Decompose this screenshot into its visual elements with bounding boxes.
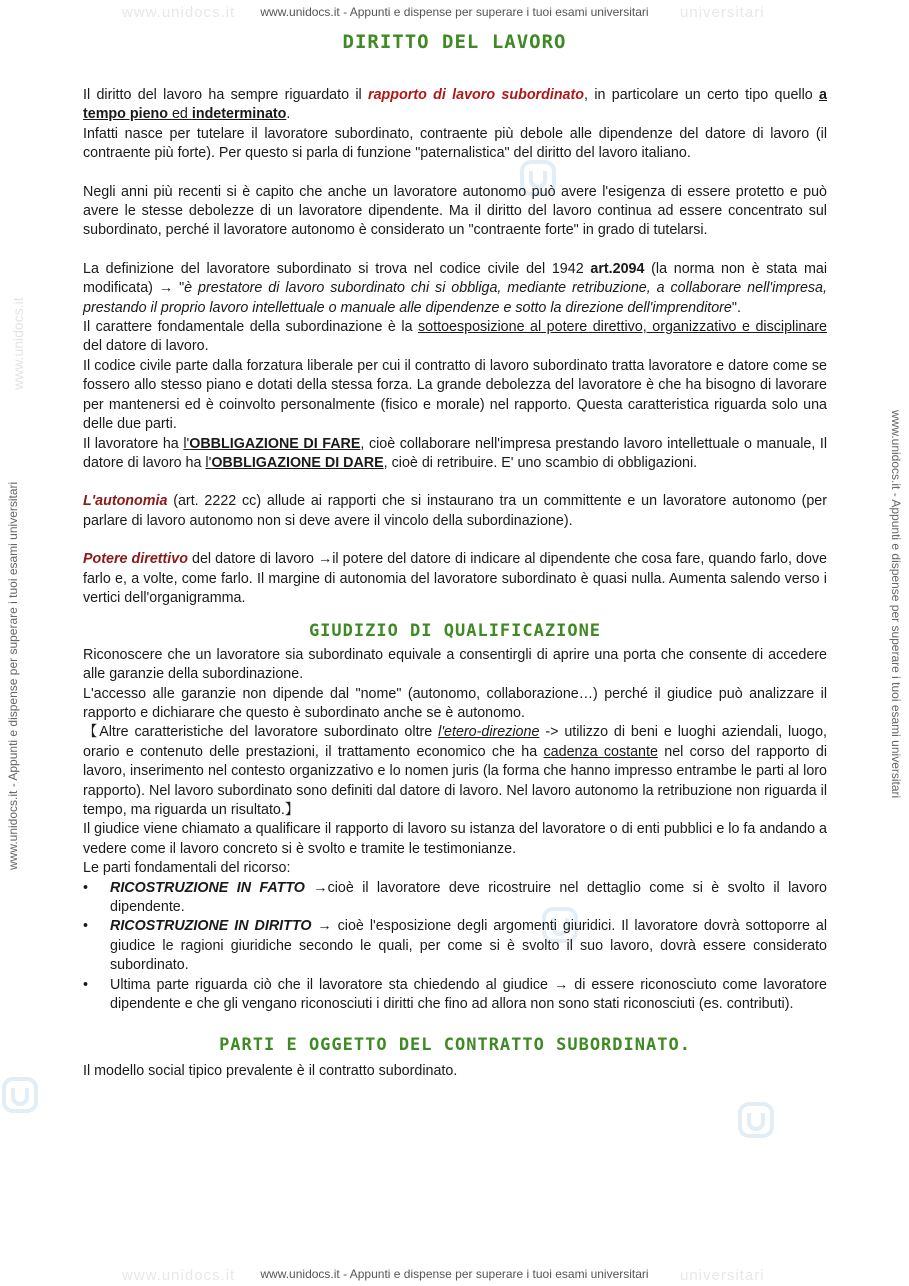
paragraph: Il codice civile parte dalla forzatura liberale per cui il contratto di lavoro subordinato tratta lavoratore e datore come se fossero allo stesso piano e dotati della stessa forza. La grande debolezza del lavoratore è che ha bisogno di lavorare per mantenersi ed è coinvolto personalmente (fisico e morale) nel rapporto. Questa caratteristica riguarda solo una delle due parti. — [83, 357, 827, 433]
unidocs-logo-icon — [0, 1075, 40, 1115]
page-title: DIRITTO DEL LAVORO — [342, 31, 567, 53]
underlined-term: a tempo pieno — [83, 87, 827, 123]
legal-quote: è prestatore di lavoro subordinato chi si obbliga, mediante retribuzione, a collaborare nell'impresa, prestando il proprio lavoro intellettuale o manuale alle dipendenze e sotto la direzione dell'imprenditore — [83, 280, 827, 316]
paragraph: Riconoscere che un lavoratore sia subordinato equivale a consentirgli di aprire una porta che consente di accedere alle garanzie della subordinazione. — [83, 646, 827, 683]
watermark-text: www.unidocs.it — [122, 4, 236, 21]
side-watermark-left: www.unidocs.it - Appunti e dispense per superare i tuoi esami universitari — [6, 481, 20, 870]
paragraph: L'autonomia (art. 2222 cc) allude ai rapporti che si instaurano tra un committente e un lavoratore autonomo (per parlare di lavoro autonomo non si deve avere il vincolo della subordinazione). — [83, 493, 827, 529]
page-header: www.unidocs.it - Appunti e dispense per superare i tuoi esami universitari — [260, 5, 649, 19]
bullet-list — [83, 879, 827, 1015]
paragraph: Potere direttivo del datore di lavoro →il potere del datore di indicare al dipendente che cosa fare, quando farlo, dove farlo e, a volte, come farlo. Il margine di autonomia del lavoratore subordinato è quasi nulla. Aumenta salendo verso i vertici dell'organigramma. — [83, 551, 828, 606]
side-watermark-right: www.unidocs.it - Appunti e dispense per superare i tuoi esami universitari — [889, 410, 903, 799]
paragraph: 【Altre caratteristiche del lavoratore subordinato oltre l'etero-direzione -> utilizzo di beni e luoghi aziendali, luogo, orario e contenuto delle prestazioni, il trattamento economico che ha cadenza costante nel corso del rapporto di lavoro, inserimento nel contesto organizzativo e lo nomen juris (la forma che hanno impresso entrambe le parti al loro rapporto). Nel lavoro subordinato sono definiti dal datore di lavoro. Nel lavoro autonomo la retribuzione non riguarda il tempo, ma riguarda un risultato.】 — [83, 724, 827, 818]
document-body — [83, 86, 827, 1081]
defined-term: L'autonomia — [83, 493, 168, 510]
page-footer: www.unidocs.it - Appunti e dispense per superare i tuoi esami universitari — [260, 1267, 649, 1281]
unidocs-logo-icon — [736, 1100, 776, 1140]
article-ref: art.2094 — [590, 260, 645, 277]
highlight-term: rapporto di lavoro subordinato — [368, 87, 585, 103]
list-item: • RICOSTRUZIONE IN FATTO →cioè il lavoratore deve ricostruire nel dettaglio come si è svolto il lavoro dipendente. — [83, 879, 827, 918]
watermark-text: www.unidocs.it — [122, 1267, 236, 1284]
paragraph: Infatti nasce per tutelare il lavoratore subordinato, contraente più debole alle dipendenze del datore di lavoro (il contraente più forte). Per questo si parla di funzione "paternalistica" del diritto del lavoro italiano. — [83, 125, 827, 162]
section-heading-giudizio: GIUDIZIO DI QUALIFICAZIONE — [308, 621, 602, 642]
list-item: • Ultima parte riguarda ciò che il lavoratore sta chiedendo al giudice → di essere riconosciuto come lavoratore dipendente e che gli vengano riconosciuti i diritti che fino ad allora non sono stati riconosciuti (es. contributi). — [83, 976, 827, 1015]
section-heading-parti: PARTI E OGGETTO DEL CONTRATTO SUBORDINATO. — [219, 1035, 691, 1056]
paragraph: Il giudice viene chiamato a qualificare il rapporto di lavoro su istanza del lavoratore o di enti pubblici e lo fa andando a vedere come il lavoro concreto si è svolto e tramite le testimonianze. — [83, 821, 827, 857]
list-item: • RICOSTRUZIONE IN DIRITTO → cioè l'esposizione degli argomenti giuridici. Il lavoratore dovrà sottoporre al giudice le ragioni giuridiche secondo le quali, per come si è svolto il suo lavoro, dovrà essere considerato subordinato. — [83, 917, 827, 975]
watermark-text: universitari — [680, 1267, 765, 1284]
paragraph-definition: La definizione del lavoratore subordinato si trova nel codice civile del 1942 art.2094 (la norma non è stata mai modificata) → "è prestatore di lavoro subordinato chi si obbliga, mediante retribuzione, a collaborare nell'impresa, prestando il proprio lavoro intellettuale o manuale alle dipendenze e sotto la direzione dell'imprenditore". — [83, 260, 827, 316]
paragraph-intro: Il diritto del lavoro ha sempre riguardato il rapporto di lavoro subordinato, in particolare un certo tipo quello a tempo pieno ed indeterminato. — [83, 87, 827, 123]
paragraph: L'accesso alle garanzie non dipende dal "nome" (autonomo, collaborazione…) perché il giudice può analizzare il rapporto e dichiarare che questo è subordinato anche se è autonomo. — [83, 685, 827, 721]
side-watermark-faint: www.unidocs.it — [10, 297, 26, 390]
paragraph: Il modello social tipico prevalente è il contratto subordinato. — [83, 1062, 458, 1079]
defined-term: Potere direttivo — [83, 551, 188, 568]
paragraph: Negli anni più recenti si è capito che anche un lavoratore autonomo può avere l'esigenza di essere protetto e può avere le stesse debolezze di un lavoratore dipendente. Ma il diritto del lavoro continua ad essere concentrato sul subordinato, perché il lavoratore autonomo è considerato un "contraente forte" in grado di tutelarsi. — [83, 183, 827, 239]
paragraph: Il lavoratore ha l'OBBLIGAZIONE DI FARE, cioè collaborare nell'impresa prestando lavoro intellettuale o manuale, Il datore di lavoro ha l'OBBLIGAZIONE DI DARE, cioè di retribuire. E' uno scambio di obbligazioni. — [83, 435, 828, 471]
underlined-term: sottoesposizione al potere direttivo, organizzativo e disciplinare — [418, 319, 827, 336]
underlined-term: cadenza costante — [543, 743, 658, 760]
obligation-term: OBBLIGAZIONE DI FARE — [189, 435, 361, 452]
underlined-term: l'etero-direzione — [438, 724, 540, 741]
paragraph: Le parti fondamentali del ricorso: — [83, 860, 291, 877]
obligation-term: OBBLIGAZIONE DI DARE — [211, 454, 384, 471]
paragraph: Il carattere fondamentale della subordinazione è la sottoesposizione al potere direttivo, organizzativo e disciplinare del datore di lavoro. — [83, 319, 827, 355]
underlined-term: indeterminato — [191, 106, 287, 123]
watermark-text: universitari — [680, 4, 765, 21]
